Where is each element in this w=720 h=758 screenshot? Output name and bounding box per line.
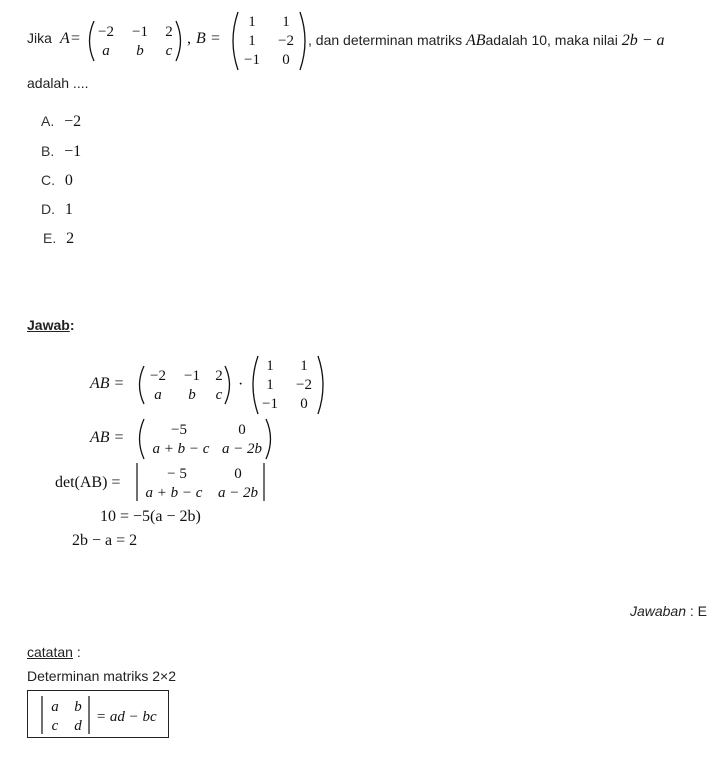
svg-text:−1: −1 [262,396,278,412]
var-A: A [60,30,70,47]
solution-line2-lhs: AB = [90,429,125,446]
matrix-B-cell: −1 [244,52,260,68]
matrix-A-cell: c [165,43,173,59]
answer-line: Jawaban : E [629,603,707,619]
svg-text:−2: −2 [150,368,166,384]
solution-line4: 10 = −5(a − 2b) [100,508,201,525]
solution-matrix-A [134,364,236,406]
question-text-end: adalah .... [27,75,89,91]
det-AB-cell: − 5 [167,466,187,482]
note-line: Determinan matriks 2×2 [27,668,177,684]
svg-text:d: d [74,718,82,734]
svg-text:1: 1 [266,377,274,393]
matrix-A-cell: a [102,43,110,59]
det-AB-cell: 0 [234,466,242,482]
svg-text:−1: −1 [184,368,200,384]
option-e[interactable]: E. 2 [43,230,75,247]
matrix-A-cell: b [136,43,144,59]
svg-text:a: a [51,699,59,715]
svg-text:a: a [154,387,162,403]
option-a[interactable]: A. −2 [41,113,82,130]
svg-text:0: 0 [300,396,308,412]
det-AB-cell: a + b − c [145,485,203,501]
matrix-B-cell: −2 [278,33,294,49]
svg-text:c: c [215,387,223,403]
option-c[interactable]: C. 0 [41,172,73,189]
option-d[interactable]: D. 1 [41,201,73,218]
matrix-A [84,18,188,64]
matrix-AB-cell: a + b − c [152,441,210,457]
solution-line5: 2b − a = 2 [72,532,138,549]
matrix-B-cell: 1 [248,14,256,30]
matrix-A-cell: 2 [165,24,173,40]
solution-heading: Jawab: [27,317,75,333]
note-heading: catatan : [27,644,81,660]
comma: , [187,30,191,47]
eq-sign: = [71,30,81,47]
solution-matrix-B [248,353,330,417]
svg-text:1: 1 [266,358,274,374]
matrix-AB-cell: −5 [171,422,187,438]
option-b[interactable]: B. −1 [41,143,82,160]
question-prefix: Jika [27,30,52,46]
solution-det-AB [134,461,268,503]
matrix-AB-cell: a − 2b [221,441,263,457]
solution-line1-lhs: AB = [90,375,125,392]
matrix-B [228,9,312,73]
solution-matrix-AB [134,417,278,461]
question-text: , dan determinan matriks ABadalah 10, maka nilai 2b − a [308,32,665,49]
matrix-B-cell: 1 [282,14,290,30]
matrix-A-cell: −1 [132,24,148,40]
matrix-A-cell: −2 [98,24,114,40]
formula-box [27,690,169,738]
det-AB-cell: a − 2b [217,485,259,501]
var-B: B [196,30,206,47]
svg-text:−2: −2 [296,377,312,393]
matrix-AB-cell: 0 [238,422,246,438]
dot-operator: · [238,376,244,393]
answer-value: E [697,603,707,619]
svg-text:1: 1 [300,358,308,374]
svg-text:c: c [51,718,59,734]
svg-text:= ad − bc: = ad − bc [96,709,157,725]
svg-text:b: b [74,699,82,715]
solution-line3-lhs: det(AB) = [55,474,121,491]
matrix-B-cell: 1 [248,33,256,49]
svg-text:b: b [188,387,196,403]
eq-sign: = [211,30,221,47]
determinant-formula [28,691,170,739]
svg-text:2: 2 [215,368,223,384]
matrix-B-cell: 0 [282,52,290,68]
